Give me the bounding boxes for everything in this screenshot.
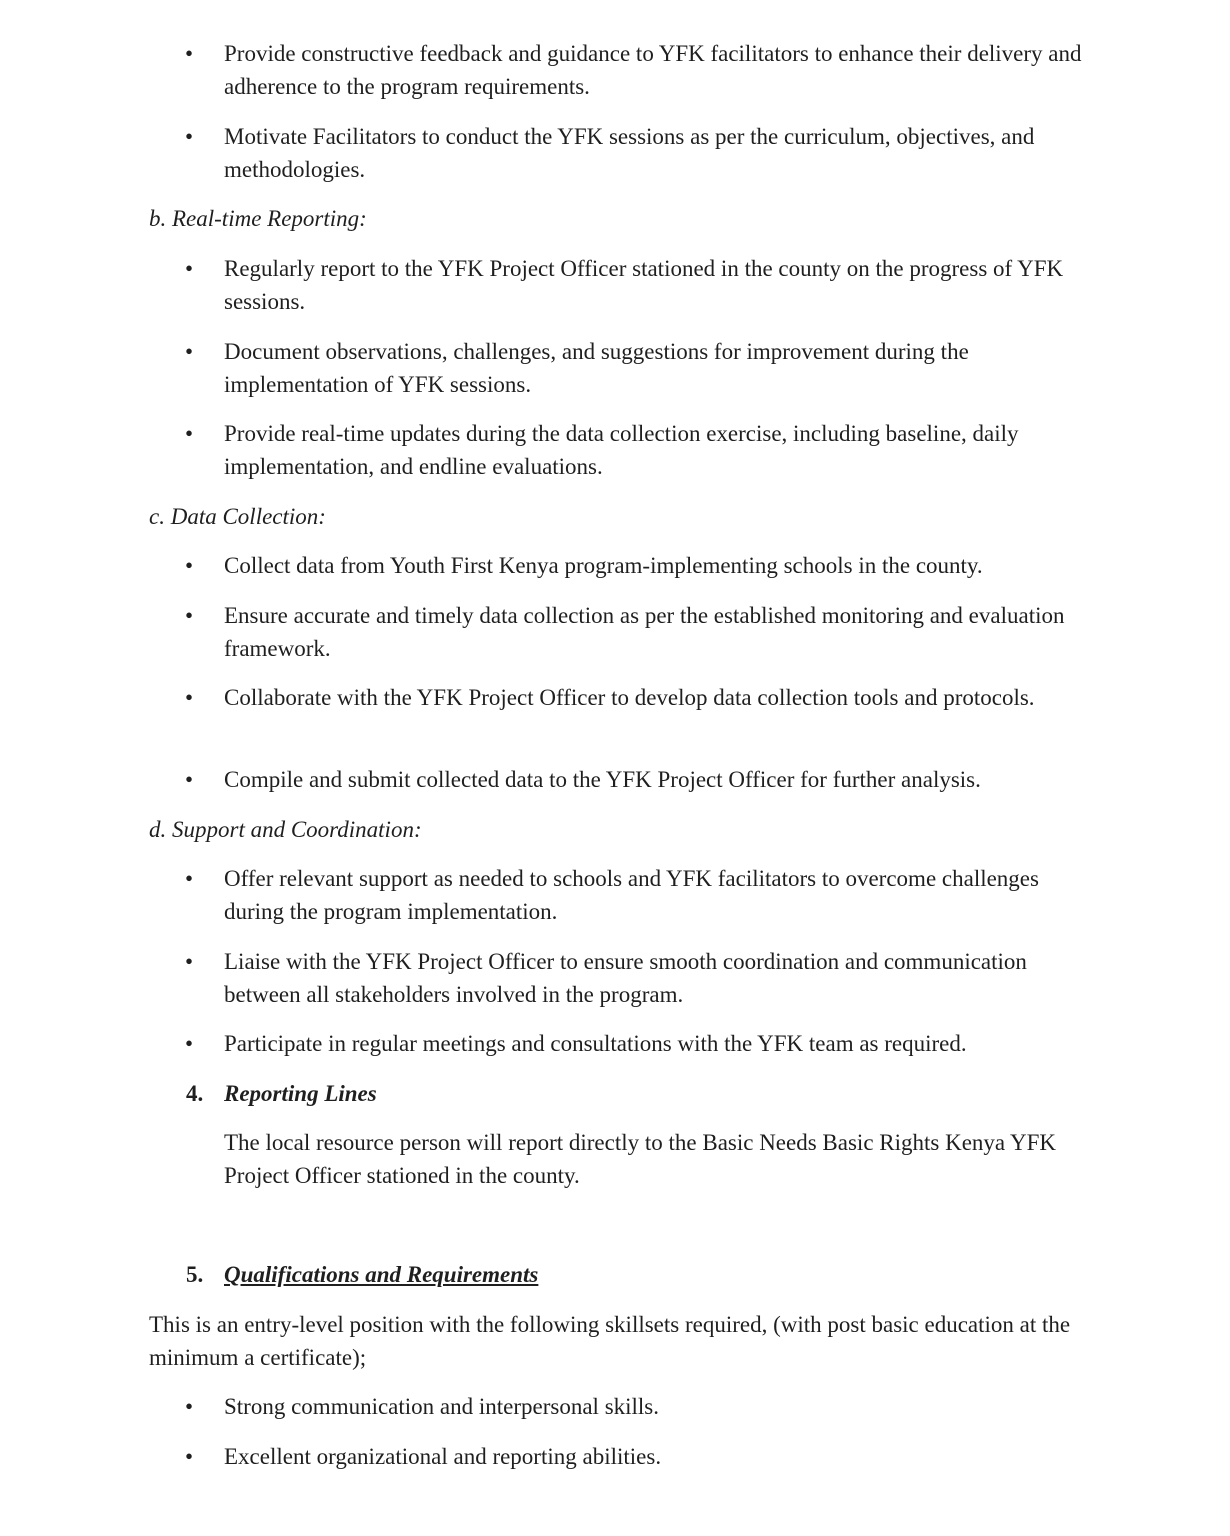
list-item: • Liaise with the YFK Project Officer to ensure smooth coordination and communication between all stakeholders involved in the program. [224,945,1104,1011]
list-item: • Excellent organizational and reporting abilities. [224,1440,1104,1473]
list-item: • Regularly report to the YFK Project Officer stationed in the county on the progress of YFK sessions. [224,252,1104,318]
list-item: • Provide constructive feedback and guidance to YFK facilitators to enhance their delivery and adherence to the program requirements. [224,37,1104,103]
section-d-heading: d. Support and Coordination: [149,817,422,842]
section-b-heading: b. Real-time Reporting: [149,206,367,231]
section-5-heading [186,1258,538,1291]
list-item: • Provide real-time updates during the data collection exercise, including baseline, daily implementation, and endline evaluations. [224,417,1104,483]
list-item: • Ensure accurate and timely data collection as per the established monitoring and evaluation framework. [224,599,1104,665]
list-item: • Compile and submit collected data to the YFK Project Officer for further analysis. [224,763,1104,796]
section-c-heading: c. Data Collection: [149,504,326,529]
list-item: • Motivate Facilitators to conduct the YFK sessions as per the curriculum, objectives, and methodologies. [224,120,1104,186]
section-title: Qualifications and Requirements [224,1262,539,1287]
section-4-body: The local resource person will report directly to the Basic Needs Basic Rights Kenya YFK Project Officer stationed in the county. [224,1130,1057,1188]
list-item: • Offer relevant support as needed to schools and YFK facilitators to overcome challenges during the program implementation. [224,862,1104,928]
list-item: • Document observations, challenges, and suggestions for improvement during the implementation of YFK sessions. [224,335,1104,401]
list-item: • Participate in regular meetings and consultations with the YFK team as required. [224,1027,1104,1060]
list-item: • Collect data from Youth First Kenya program-implementing schools in the county. [224,549,1104,582]
section-title: Reporting Lines [224,1081,377,1106]
section-4-heading [186,1077,377,1110]
section-5-intro: This is an entry-level position with the following skillsets required, (with post basic education at the minimum a certificate); [149,1312,1071,1370]
section-number: 5. [186,1262,204,1287]
list-item: • Collaborate with the YFK Project Officer to develop data collection tools and protocols. [224,681,1104,714]
list-item: • Strong communication and interpersonal skills. [224,1390,1104,1423]
section-number: 4. [186,1081,204,1106]
